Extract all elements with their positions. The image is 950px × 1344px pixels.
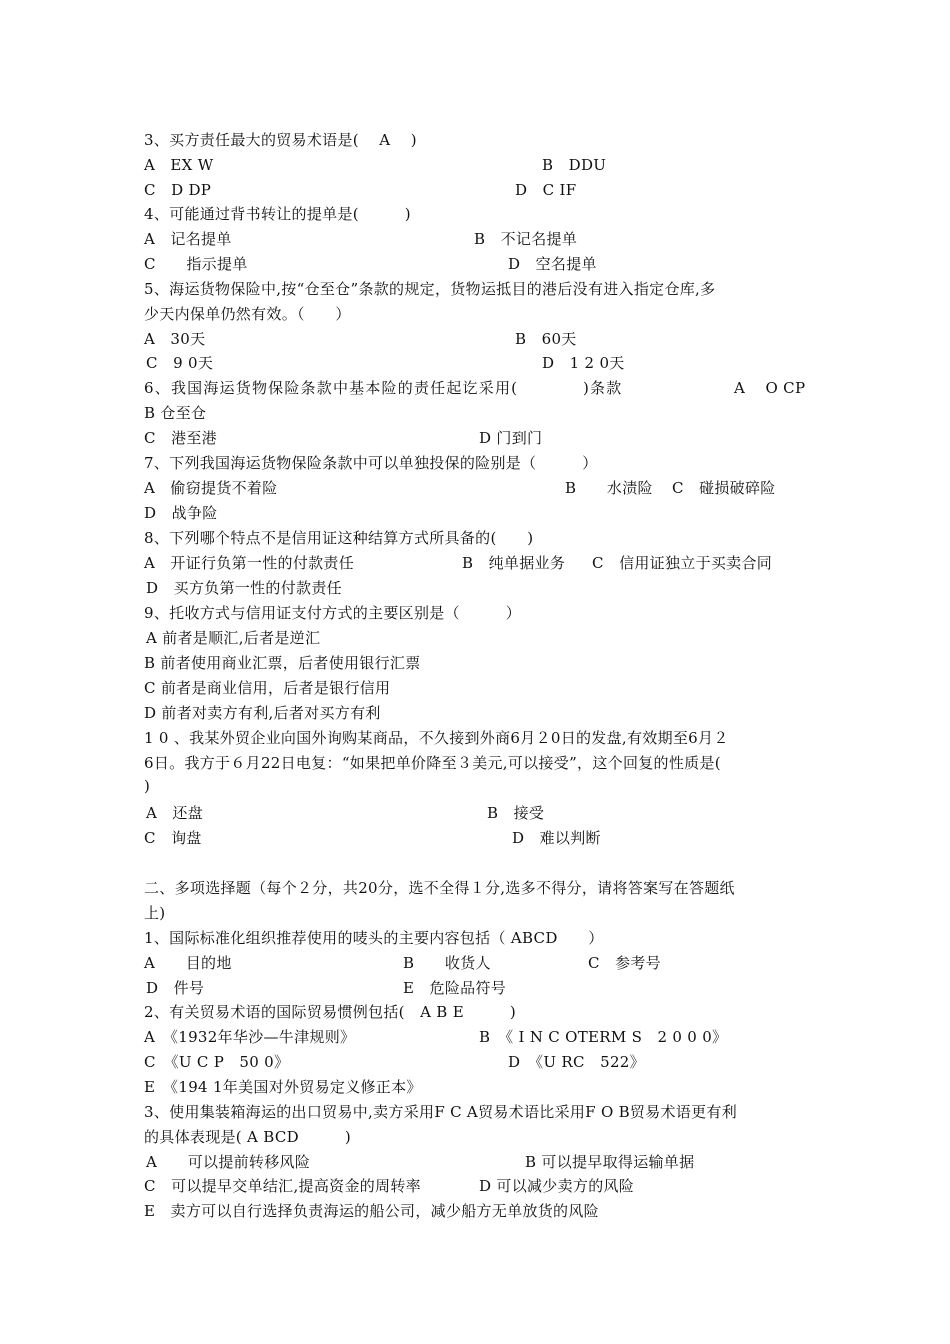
q8-option-d: D 买方负第一性的付款责任 bbox=[146, 579, 342, 597]
m3-option-e: E 卖方可以自行选择负责海运的船公司，减少船方无单放货的风险 bbox=[144, 1202, 599, 1220]
q7-option-b: B 水渍险 bbox=[565, 479, 653, 497]
section-2-heading-line-2: 上) bbox=[144, 904, 166, 922]
q4-option-b: B 不记名提单 bbox=[474, 230, 578, 248]
q6-option-d: D 门到门 bbox=[479, 429, 543, 447]
multi-question-2: 2、有关贸易术语的国际贸易惯例包括( A B E ) bbox=[144, 1003, 516, 1021]
question-8: 8、下列哪个特点不是信用证这种结算方式所具备的( ) bbox=[144, 529, 534, 547]
m1-option-e: E 危险品符号 bbox=[403, 979, 507, 997]
multi-question-3-line-2: 的具体表现是( A BCD ) bbox=[144, 1128, 351, 1146]
question-10-line-3: ) bbox=[144, 777, 151, 795]
m2-option-e: E 《194 1年美国对外贸易定义修正本》 bbox=[144, 1078, 422, 1096]
section-2-heading-line-1: 二、多项选择题（每个２分，共20分，选不全得１分,选多不得分，请将答案写在答题纸 bbox=[144, 879, 735, 897]
q3-option-d: D C IF bbox=[515, 181, 577, 199]
question-10-line-1: 1 0 、我某外贸企业向国外询购某商品，不久接到外商6月２0日的发盘,有效期至6月２ bbox=[144, 729, 729, 747]
q8-option-a: A 开证行负第一性的付款责任 bbox=[144, 554, 355, 572]
q3-option-a: A EX W bbox=[144, 156, 214, 174]
m1-option-d: D 件号 bbox=[146, 979, 205, 997]
q6-option-a: A O CP bbox=[734, 379, 806, 397]
m2-option-a: A 《1932年华沙—牛津规则》 bbox=[144, 1028, 356, 1046]
m1-option-b: B 收货人 bbox=[403, 954, 491, 972]
q10-option-a: A 还盘 bbox=[146, 804, 204, 822]
q4-option-a: A 记名提单 bbox=[144, 230, 232, 248]
q10-option-c: C 询盘 bbox=[144, 829, 202, 847]
question-10-line-2: 6日。我方于６月22日电复：“如果把单价降至３美元,可以接受”，这个回复的性质是( bbox=[144, 754, 721, 772]
m1-option-c: C 参考号 bbox=[588, 954, 661, 972]
q9-option-b: B 前者使用商业汇票，后者使用银行汇票 bbox=[144, 654, 421, 672]
question-4: 4、可能通过背书转让的提单是( ) bbox=[144, 205, 411, 223]
question-3: 3、买方责任最大的贸易术语是( A ) bbox=[144, 131, 417, 149]
q4-option-c: C 指示提单 bbox=[144, 255, 248, 273]
q3-option-c: C D DP bbox=[144, 181, 212, 199]
question-6: 6、我国海运货物保险条款中基本险的责任起讫采用( )条款 bbox=[144, 379, 623, 397]
question-7: 7、下列我国海运货物保险条款中可以单独投保的险别是（ ） bbox=[144, 454, 598, 472]
q8-option-b: B 纯单据业务 bbox=[462, 554, 566, 572]
q5-option-a: A 30天 bbox=[144, 330, 206, 348]
q9-option-c: C 前者是商业信用，后者是银行信用 bbox=[144, 679, 391, 697]
q7-option-c: C 碰损破碎险 bbox=[672, 479, 776, 497]
question-9: 9、托收方式与信用证支付方式的主要区别是（ ） bbox=[144, 604, 522, 622]
multi-question-1: 1、国际标准化组织推荐使用的唛头的主要内容包括（ ABCD ） bbox=[144, 929, 604, 947]
m3-option-c: C 可以提早交单结汇,提高资金的周转率 bbox=[144, 1177, 421, 1195]
q5-option-d: D 1 2 0天 bbox=[542, 354, 625, 372]
q6-option-c: C 港至港 bbox=[144, 429, 217, 447]
question-5-line-2: 少天内保单仍然有效。（ ） bbox=[144, 305, 351, 323]
q4-option-d: D 空名提单 bbox=[508, 255, 597, 273]
m2-option-b: B 《 I N C OTERM S 2 0 0 0》 bbox=[479, 1028, 728, 1046]
m3-option-b: B 可以提早取得运输单据 bbox=[525, 1153, 695, 1171]
m1-option-a: A 目的地 bbox=[144, 954, 232, 972]
q7-option-d: D 战争险 bbox=[144, 504, 218, 522]
q9-option-d: D 前者对卖方有利,后者对买方有利 bbox=[144, 704, 381, 722]
question-5-line-1: 5、海运货物保险中,按“仓至仓”条款的规定，货物运抵目的港后没有进入指定仓库,多 bbox=[144, 280, 716, 298]
q8-option-c: C 信用证独立于买卖合同 bbox=[592, 554, 773, 572]
q9-option-a: A 前者是顺汇,后者是逆汇 bbox=[146, 629, 321, 647]
q5-option-b: B 60天 bbox=[515, 330, 577, 348]
m2-option-d: D 《U RC 522》 bbox=[508, 1053, 645, 1071]
m2-option-c: C 《U C P 50 0》 bbox=[144, 1053, 290, 1071]
q7-option-a: A 偷窃提货不着险 bbox=[144, 479, 278, 497]
q6-option-b: B 仓至仓 bbox=[144, 404, 207, 422]
m3-option-d: D 可以减少卖方的风险 bbox=[479, 1177, 635, 1195]
q10-option-d: D 难以判断 bbox=[512, 829, 601, 847]
m3-option-a: A 可以提前转移风险 bbox=[146, 1153, 311, 1171]
q10-option-b: B 接受 bbox=[487, 804, 545, 822]
q3-option-b: B DDU bbox=[542, 156, 607, 174]
multi-question-3-line-1: 3、使用集装箱海运的出口贸易中,卖方采用F C A贸易术语比采用F O B贸易术语更有利 bbox=[144, 1103, 738, 1121]
q5-option-c: C 9 0天 bbox=[146, 354, 214, 372]
